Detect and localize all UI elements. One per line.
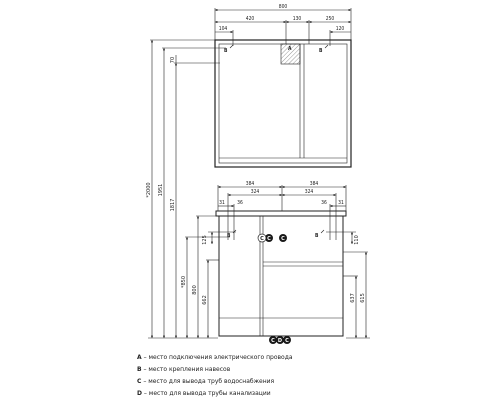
dim-mirror-width: 800 xyxy=(278,4,288,10)
dim-cab-left-a: 31 xyxy=(219,200,225,206)
marker-b-mirror-right xyxy=(319,45,328,54)
dim-cab-top-right: 384 xyxy=(309,181,319,187)
dim-height-3: *850 xyxy=(181,275,187,289)
marker-b-mirror-left xyxy=(224,45,233,54)
svg-text:C: C xyxy=(271,338,275,344)
dim-mirror-seg-left: 420 xyxy=(245,16,255,22)
dim-cab-side-d: 110 xyxy=(354,235,360,245)
marker-c-outline xyxy=(258,234,266,242)
mirror-cabinet xyxy=(215,40,351,167)
legend xyxy=(137,352,467,400)
dim-cab-top-left: 384 xyxy=(245,181,255,187)
dim-mirror-a-right: 120 xyxy=(335,26,345,32)
legend-item-d: D – место для вывода трубы канализации xyxy=(137,390,271,397)
dim-height-1: 1951 xyxy=(158,183,164,197)
marker-b-cabinet-left xyxy=(227,230,236,239)
base-cabinet xyxy=(216,211,346,336)
dim-height-4: 800 xyxy=(192,285,198,295)
dim-total-height: *2000 xyxy=(146,182,152,198)
dim-cab-side-c: 125 xyxy=(202,235,208,245)
svg-text:C: C xyxy=(260,236,264,242)
dim-cab-right-a: 36 xyxy=(321,200,327,206)
legend-item-a: A – место подключения электрического провода xyxy=(137,354,293,361)
dim-mirror-b-height: 70 xyxy=(170,56,176,64)
svg-text:C: C xyxy=(267,236,271,242)
dim-mirror-seg-right: 250 xyxy=(325,16,335,22)
svg-text:D: D xyxy=(277,338,283,344)
marker-a-label: A xyxy=(288,46,292,52)
svg-text:C: C xyxy=(285,338,289,344)
dim-height-6: 637 xyxy=(350,293,356,303)
svg-text:C: C xyxy=(281,236,285,242)
svg-text:B: B xyxy=(319,48,323,54)
dim-cab-left-b: 36 xyxy=(237,200,243,206)
legend-item-b: B – место крепления навесов xyxy=(137,366,231,373)
dim-cab-mid-left: 324 xyxy=(250,189,260,195)
svg-text:B: B xyxy=(315,233,319,239)
dim-cab-right-b: 31 xyxy=(338,200,344,206)
bottom-markers xyxy=(269,336,291,344)
marker-d-cabinet xyxy=(279,234,287,242)
svg-text:B: B xyxy=(224,48,228,54)
dim-height-7: 615 xyxy=(360,293,366,303)
dim-height-5: 662 xyxy=(202,295,208,305)
legend-item-c: C – место для вывода труб водоснабжения xyxy=(137,378,275,385)
dim-cab-mid-right: 324 xyxy=(304,189,314,195)
dim-mirror-seg-mid: 130 xyxy=(292,16,302,22)
marker-b-cabinet-right xyxy=(315,230,324,239)
dim-height-2: 1817 xyxy=(170,198,176,212)
svg-text:B: B xyxy=(227,233,231,239)
dim-mirror-a-left: 104 xyxy=(218,26,228,32)
